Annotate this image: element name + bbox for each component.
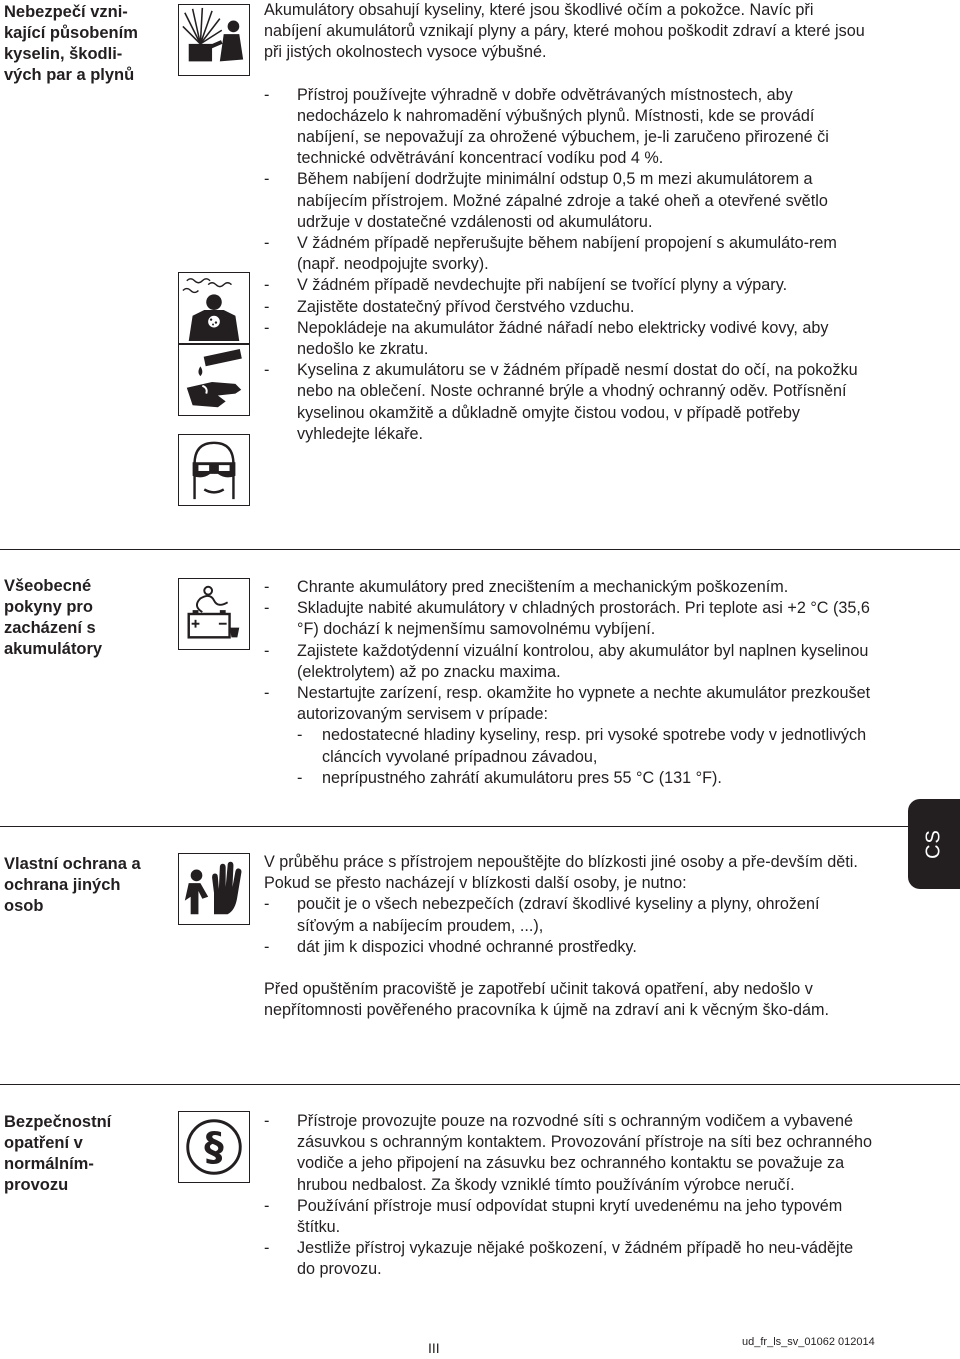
language-tab-label: CS: [922, 829, 945, 859]
section-heading: Bezpečnostní opatření v normálním- provozu: [4, 1113, 112, 1194]
sub-list-item: - nedostatecné hladiny kyseliny, resp. pri vysoké spotrebe vody v jednotlivých cláncích vyvolané prípadnou závadou,: [297, 726, 867, 766]
section-body: [264, 852, 874, 1021]
toxic-gas-icon: [178, 272, 250, 344]
acid-burn-hand-icon: [178, 344, 250, 416]
language-tab: [908, 799, 960, 889]
section-heading: Všeobecné pokyny pro zacházení s akumulátory: [4, 577, 103, 658]
explosion-icon: [178, 4, 250, 76]
section-body: [264, 577, 874, 789]
list-item: - poučit je o všech nebezpečích (zdraví škodlivé kyseliny a plyny, ohrožení síťovým a nabíjecím proudem, ...),: [264, 895, 820, 935]
list-item: - V žádném případě nepřerušujte během nabíjení propojení s akumuláto-rem (např. neodpojujte svorky).: [264, 234, 837, 274]
list-item: - Nestartujte zarízení, resp. okamžite ho vypnete a nechte akumulátor prezkoušet autorizovaným servisem v prípade:: [264, 684, 871, 724]
svg-text:§: §: [204, 1125, 224, 1171]
list-item: - Nepokládeje na akumulátor žádné nářadí nebo elektricky vodivé kovy, aby nedošlo ke zkratu.: [264, 318, 829, 359]
list-item: - V žádném případě nevdechujte při nabíjení se tvořící plyny a výpary.: [264, 276, 788, 295]
list-item: - Zajistěte dostatečný přívod čerstvého vzduchu.: [264, 297, 635, 316]
section-divider: [0, 549, 960, 550]
section-body: [264, 0, 874, 445]
list-item: - Zajistete každotýdenní vizuální kontrolou, aby akumulátor byl naplnen kyselinou (elektrolytem) až po znacku maxima.: [264, 641, 869, 681]
intro-paragraph: V průběhu práce s přístrojem nepouštějte do blízkosti jiné osoby a pře-devším děti. Pokud se přesto nacházejí v blízkosti další osoby, je nutno:: [264, 853, 858, 893]
list-item: - Během nabíjení dodržujte minimální odstup 0,5 m mezi akumulátorem a nabíjecím přístrojem. Možné zápalné zdroje a také oheň a otevřené světlo udržuje v dostatečné vzdálenosti od akumulátoru.: [264, 170, 828, 231]
sub-list-item: - neprípustného zahrátí akumulátoru pres 55 °C (131 °F).: [297, 768, 722, 787]
document-code: ud_fr_ls_sv_01062 012014: [742, 1336, 875, 1348]
closing-paragraph: Před opuštěním pracoviště je zapotřebí učinit taková opatření, aby nedošlo v nepřítomnosti pověřeného pracovníka k újmě na zdraví ani k věcným ško-dám.: [264, 980, 830, 1020]
intro-paragraph: Akumulátory obsahují kyseliny, které jsou škodlivé očím a pokožce. Navíc při nabíjení akumulátorů vznikají plyny a páry, které mohou poškodit zdraví a které jsou při jistých okolnostech vysoce výbušné.: [264, 1, 865, 62]
list-item: - Skladujte nabité akumulátory v chladných prostorách. Pri teplote asi +2 °C (35,6 °F) dochází k nejmenšímu samovolnému vybíjení.: [264, 599, 870, 639]
section-divider: [0, 1084, 960, 1085]
list-item: - Chrante akumulátory pred znecištením a mechanickým poškozením.: [264, 578, 789, 596]
section-heading: Nebezpečí vzni- kající působením kyselin, škodli- vých par a plynů: [4, 3, 138, 84]
keep-away-hand-icon: [178, 853, 250, 925]
regulation-paragraph-icon: [178, 1111, 250, 1183]
list-item: - Kyselina z akumulátoru se v žádném případě nesmí dostat do očí, na pokožku nebo na oblečení. Noste ochranné brýle a vhodný ochranný oděv. Potřísnění kyselinou okamžitě a důkladně omyjte čistou vodou, v případě potřeby vyhledejte lékaře.: [264, 361, 858, 443]
list-item: - dát jim k dispozici vhodné ochranné prostředky.: [264, 937, 637, 956]
list-item: - Přístroje provozujte pouze na rozvodné síti s ochranným vodičem a vybavené zásuvkou s ochranným kontaktem. Provozování přístroje na síti bez ochranného vodiče a jeho připojení na zásuvku bez ochranného kontaktu se považuje za hrubou nedbalost. Za škody vzniklé tímto používáním výrobce neručí.: [264, 1112, 872, 1194]
list-item: - Používání přístroje musí odpovídat stupni krytí uvedenému na jeho typovém štítku.: [264, 1196, 843, 1237]
list-item: - Jestliže přístroj vykazuje nějaké poškození, v žádném případě ho neu-vádějte do provozu.: [264, 1239, 854, 1279]
safety-goggles-icon: [178, 434, 250, 506]
list-item: - Přístroj používejte výhradně v dobře odvětrávaných místnostech, aby nedocházelo k nahromadění výbušných plynů. Místnosti, kde se provádí nabíjení, se nepovažují za ohrožené výbuchem, je-li zaručeno přirozené či technické odvětrávání koncentrací vodíku pod 4 %.: [264, 85, 829, 168]
section-divider: [0, 826, 960, 827]
page-number: III: [428, 1340, 440, 1356]
battery-charging-icon: [178, 578, 250, 650]
section-heading: Vlastní ochrana a ochrana jiných osob: [4, 855, 141, 915]
section-body: [264, 1111, 874, 1281]
